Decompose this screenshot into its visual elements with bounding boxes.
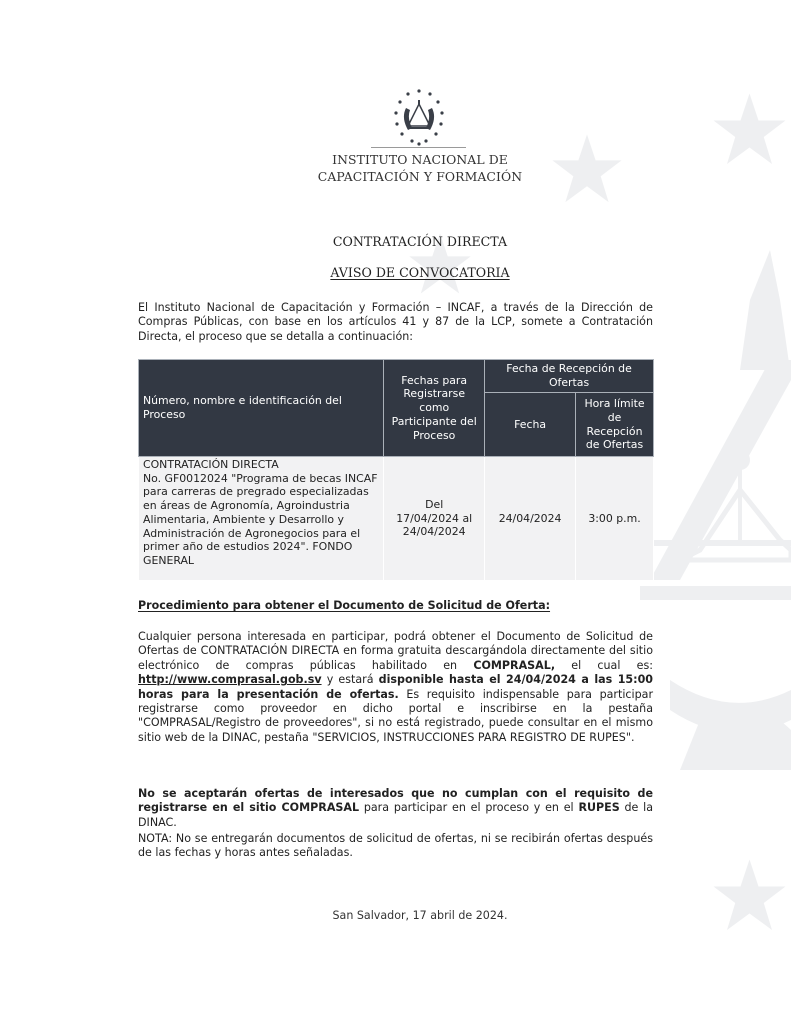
el-salvador-coat-of-arms-icon [386, 86, 452, 152]
procedure-text: Es requisito indispensable para participar registrarse como proveedor en dicho portal e inscribirse en la pestaña "COMPRASAL/Registro de proveedores", si no está registrado, puede consultar en el mismo sitio web de la DINAC, pestaña "SERVICIOS, INSTRUCCIONES PARA REGISTRO DE RUPES". [138, 687, 654, 744]
comprasal-link[interactable]: http://www.comprasal.gob.sv [138, 673, 322, 687]
procedure-text: y estará [321, 673, 379, 687]
process-table [138, 359, 654, 581]
warning-bold: No se aceptarán ofertas de interesados que no cumplan con el requisito de registrarse en el sitio COMPRASAL [138, 787, 653, 815]
cell-registration-dates: 17/04/2024 al 24/04/2024 [396, 511, 473, 539]
procedure-paragraph [138, 630, 653, 745]
procedure-text: Cualquier persona interesada en participar, podrá obtener el Documento de Solicitud de Ofertas de CONTRATACIÓN DIRECTA en forma gratuita descargándola directamente del sitio electrónico de compras públicas habilitado en [138, 630, 653, 672]
header-reception-group: Fecha de Recepción de Ofertas [485, 360, 654, 393]
note-paragraph: NOTA: No se entregarán documentos de solicitud de ofertas, ni se recibirán ofertas después de las fechas y horas antes señaladas. [138, 832, 653, 860]
cell-process [139, 457, 384, 581]
intro-paragraph: El Instituto Nacional de Capacitación y Formación – INCAF, a través de la Dirección de Compras Públicas, con base en los artículos 41 y 87 de la LCP, somete a Contratación Directa, el proceso que se detalla a continuación: [138, 301, 653, 343]
document-subtitle [220, 265, 620, 280]
logo-divider [371, 147, 466, 148]
place-date: San Salvador, 17 abril de 2024. [332, 909, 508, 922]
table-row [139, 457, 654, 581]
cell-date: 24/04/2024 [485, 457, 576, 581]
cell-time-limit: 3:00 p.m. [576, 457, 654, 581]
warning-text: de la DINAC. [138, 801, 653, 829]
warning-text: para participar en el proceso y en el [359, 801, 579, 815]
procedure-text: el cual es: [555, 658, 653, 672]
cell-registration [384, 457, 485, 581]
deadline-bold: disponible hasta el 24/04/2024 a las 15:00 horas para la presentación de ofertas. [138, 673, 654, 701]
institution-name-line1: INSTITUTO NACIONAL DE [332, 152, 508, 167]
header-registration-dates: Fechas para Registrarse como Participante del Proceso [384, 360, 485, 457]
institution-name-line2: CAPACITACIÓN Y FORMACIÓN [317, 169, 523, 184]
document-title: CONTRATACIÓN DIRECTA [332, 234, 508, 249]
cell-process-type: CONTRATACIÓN DIRECTA [143, 458, 279, 471]
cell-registration-prefix: Del [425, 497, 444, 511]
rupes-bold: RUPES [578, 801, 620, 815]
warning-paragraph [138, 787, 653, 830]
procedure-heading: Procedimiento para obtener el Documento de Solicitud de Oferta: [138, 599, 551, 612]
header-date: Fecha [485, 393, 576, 457]
comprasal-bold: COMPRASAL, [473, 658, 556, 672]
header-time-limit: Hora límite de Recepción de Ofertas [576, 393, 654, 457]
document-subtitle-text: AVISO DE CONVOCATORIA [330, 265, 510, 280]
header-process: Número, nombre e identificación del Proceso [139, 360, 384, 457]
cell-process-description: No. GF0012024 "Programa de becas INCAF para carreras de pregrado especializadas en áreas de Agronomía, Agroindustria Alimentaria, Ambiente y Desarrollo y Administración de Agronegocios para el primer año de estudios 2024". FONDO GENERAL [143, 471, 378, 567]
